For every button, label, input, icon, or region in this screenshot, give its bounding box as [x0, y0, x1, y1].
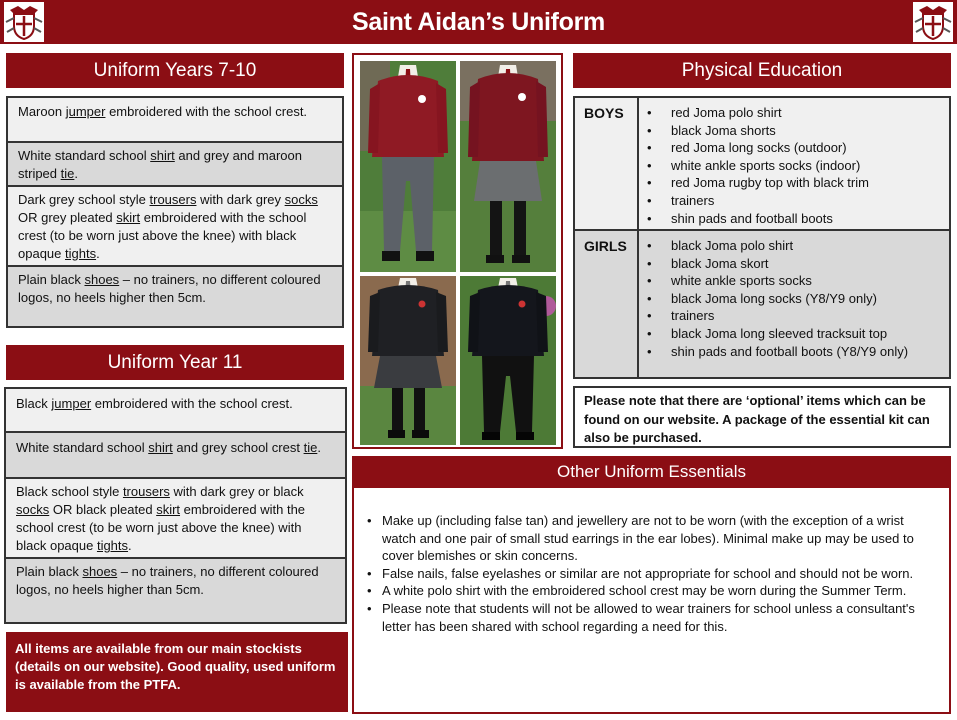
essentials-item: • Make up (including false tan) and jewellery are not to be worn (with the exception of a wrist watch and one pair of small stud earrings in the ear lobes). Minimal make up may be used to cover blemishes or skin concerns.	[367, 512, 937, 565]
stockist-note: All items are available from our main stockists (details on our website). Good quality, used uniform is available from the PTFA.	[6, 632, 348, 712]
year-11-heading: Uniform Year 11	[6, 345, 344, 380]
pe-boys-item: • white ankle sports socks (indoor)	[647, 157, 869, 175]
uniform-row-jumper: Black jumper embroidered with the school crest.	[6, 389, 345, 433]
years-7-10-heading: Uniform Years 7-10	[6, 53, 344, 88]
uniform-row-shirt: White standard school shirt and grey school crest tie.	[6, 433, 345, 479]
years-7-10-table	[6, 96, 344, 328]
uniform-photo-collage	[352, 53, 563, 449]
pe-boys-item: • shin pads and football boots	[647, 210, 869, 228]
uniform-row-shoes: Plain black shoes – no trainers, no different coloured logos, no heels higher than 5cm.	[6, 559, 345, 622]
essentials-heading: Other Uniform Essentials	[352, 456, 951, 488]
pe-girls-item: • shin pads and football boots (Y8/Y9 only)	[647, 343, 908, 361]
pe-boys-item: • black Joma shorts	[647, 122, 869, 140]
photo-maroon-skirt	[460, 61, 556, 272]
year-11-table	[4, 387, 347, 624]
essentials-item: • False nails, false eyelashes or similar are not appropriate for school and should not be worn.	[367, 565, 937, 583]
optional-items-note: Please note that there are ‘optional’ items which can be found on our website. A package of the essential kit can also be purchased.	[573, 386, 951, 448]
pe-girls-item: • black Joma skort	[647, 255, 908, 273]
uniform-row-jumper: Maroon jumper embroidered with the school crest.	[8, 98, 342, 143]
school-crest-icon	[913, 2, 953, 42]
uniform-row-shirt: White standard school shirt and grey and maroon striped tie.	[8, 143, 342, 187]
pe-boys-item: • red Joma long socks (outdoor)	[647, 139, 869, 157]
pe-boys-item: • trainers	[647, 192, 869, 210]
pe-heading: Physical Education	[573, 53, 951, 88]
pe-girls-item: • black Joma polo shirt	[647, 237, 908, 255]
uniform-row-trousers: Black school style trousers with dark grey or black socks OR black pleated skirt embroidered with the school crest (to be worn just above the knee) with black opaque tights.	[6, 479, 345, 559]
essentials-list	[354, 488, 949, 635]
pe-girls-item: • white ankle sports socks	[647, 272, 908, 290]
essentials-item: • A white polo shirt with the embroidered school crest may be worn during the Summer Term.	[367, 582, 937, 600]
pe-girls-label: GIRLS	[575, 231, 639, 377]
essentials-box	[352, 488, 951, 714]
essentials-item: • Please note that students will not be allowed to wear trainers for school unless a consultant's letter has been shared with school regarding a need for this.	[367, 600, 937, 635]
pe-girls-row	[575, 231, 949, 377]
photo-black-skirt	[360, 276, 456, 445]
pe-girls-item: • black Joma long socks (Y8/Y9 only)	[647, 290, 908, 308]
pe-boys-item: • red Joma polo shirt	[647, 104, 869, 122]
pe-boys-item: • red Joma rugby top with black trim	[647, 174, 869, 192]
pe-boys-list	[639, 98, 869, 229]
pe-girls-list	[639, 231, 908, 377]
pe-table	[573, 96, 951, 379]
pe-girls-item: • trainers	[647, 307, 908, 325]
photo-maroon-trousers	[360, 61, 456, 272]
page-title: Saint Aidan’s Uniform	[352, 7, 605, 36]
uniform-row-trousers: Dark grey school style trousers with dark grey socks OR grey pleated skirt embroidered with the school crest (to be worn just above the knee) with black opaque tights.	[8, 187, 342, 267]
pe-girls-item: • black Joma long sleeved tracksuit top	[647, 325, 908, 343]
uniform-row-shoes: Plain black shoes – no trainers, no different coloured logos, no heels higher then 5cm.	[8, 267, 342, 326]
pe-boys-row	[575, 98, 949, 231]
title-bar	[0, 0, 957, 44]
school-crest-icon	[4, 2, 44, 42]
pe-boys-label: BOYS	[575, 98, 639, 229]
photo-black-trousers	[460, 276, 556, 445]
